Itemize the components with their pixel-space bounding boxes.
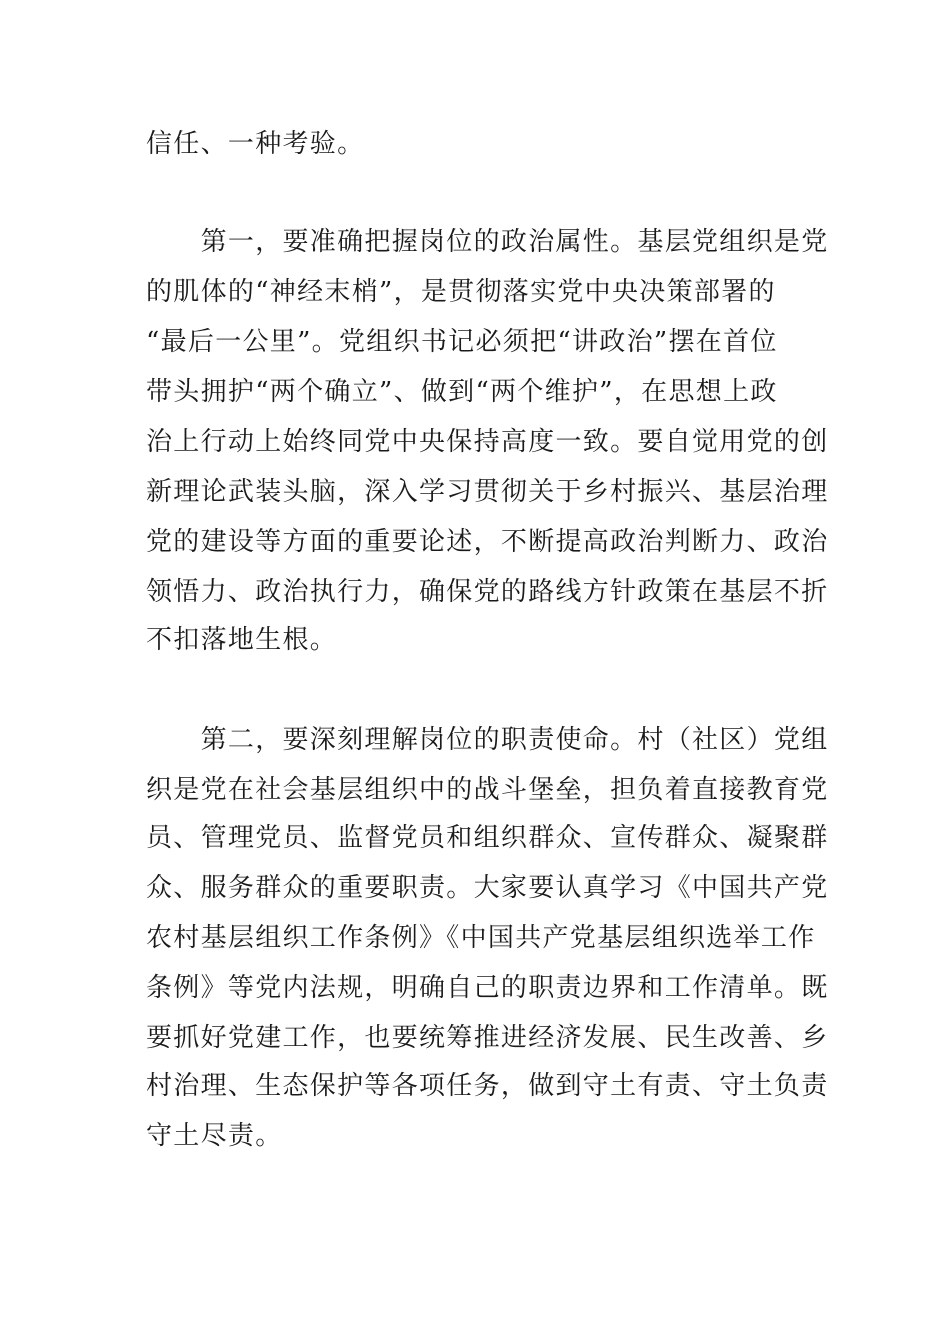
paragraph-2-line-5: 农村基层组织工作条例》《中国共产党基层组织选举工作 [146, 923, 816, 953]
paragraph-1-line-1: 第一，要准确把握岗位的政治属性。基层党组织是党 [146, 227, 829, 257]
paragraph-0-line-1: 信任、一种考验。 [146, 129, 365, 159]
paragraph-1-line-9: 不扣落地生根。 [146, 625, 338, 655]
paragraph-2-line-6: 条例》等党内法规，明确自己的职责边界和工作清单。既 [146, 973, 829, 1003]
paragraph-2-line-7: 要抓好党建工作，也要统筹推进经济发展、民生改善、乡 [146, 1023, 829, 1053]
paragraph-1-line-6: 新理论武装头脑，深入学习贯彻关于乡村振兴、基层治理 [146, 477, 829, 507]
paragraph-2-line-1: 第二，要深刻理解岗位的职责使命。村（社区）党组 [146, 725, 829, 755]
paragraph-1-line-8: 领悟力、政治执行力，确保党的路线方针政策在基层不折 [146, 577, 829, 607]
paragraph-1-line-5: 治上行动上始终同党中央保持高度一致。要自觉用党的创 [146, 427, 829, 457]
paragraph-2-line-2: 织是党在社会基层组织中的战斗堡垒，担负着直接教育党 [146, 775, 829, 805]
paragraph-2-line-8: 村治理、生态保护等各项任务，做到守土有责、守土负责 [146, 1071, 829, 1101]
paragraph-1-line-7: 党的建设等方面的重要论述，不断提高政治判断力、政治 [146, 527, 829, 557]
paragraph-2-line-9: 守土尽责。 [146, 1121, 283, 1151]
paragraph-1-line-4: 带头拥护“两个确立”、做到“两个维护”，在思想上政 [146, 377, 778, 407]
paragraph-2-line-3: 员、管理党员、监督党员和组织群众、宣传群众、凝聚群 [146, 823, 829, 853]
paragraph-1-line-3: “最后一公里”。党组织书记必须把“讲政治”摆在首位 [146, 327, 778, 357]
paragraph-2-line-4: 众、服务群众的重要职责。大家要认真学习《中国共产党 [146, 873, 829, 903]
paragraph-1-line-2: 的肌体的“神经末梢”，是贯彻落实党中央决策部署的 [146, 277, 776, 307]
